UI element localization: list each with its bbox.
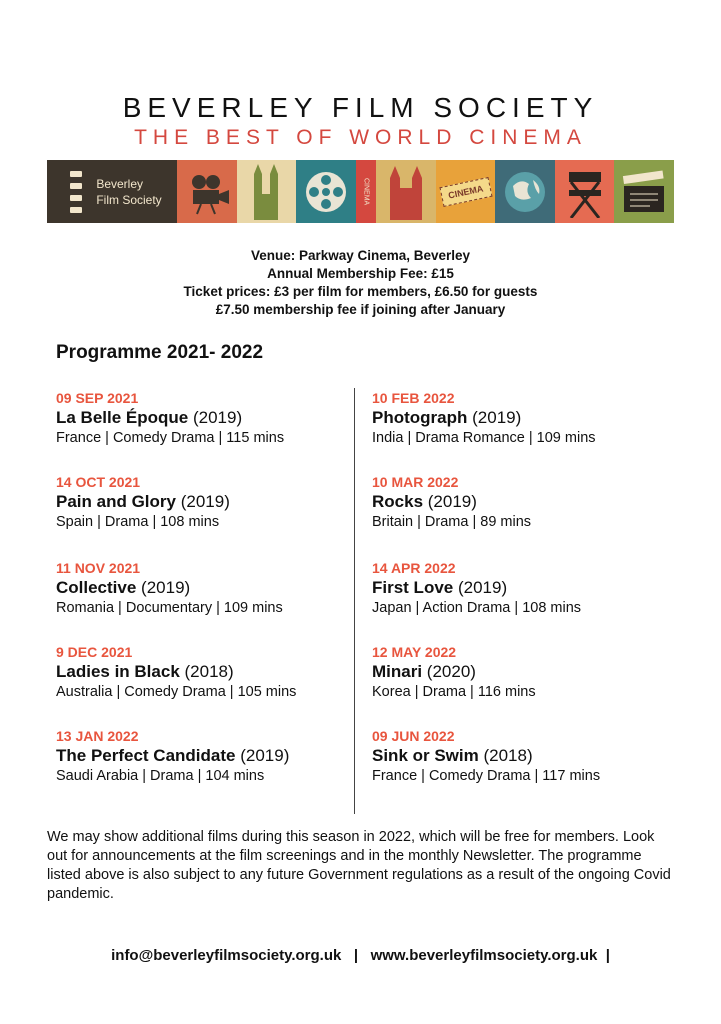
contact-footer <box>0 947 721 964</box>
film-title: Sink or Swim <box>372 746 479 765</box>
screening-date: 10 MAR 2022 <box>372 474 459 490</box>
directors-chair-icon <box>555 160 615 223</box>
film-entry <box>56 728 296 812</box>
screening-date: 09 JUN 2022 <box>372 728 455 744</box>
film-year: (2019) <box>240 746 290 765</box>
film-year: (2020) <box>426 662 476 681</box>
society-logo <box>47 160 177 223</box>
programme-title: Programme 2021- 2022 <box>56 342 264 363</box>
castle-icon <box>376 160 436 223</box>
film-reel-icon <box>296 160 356 223</box>
column-divider <box>354 388 355 814</box>
film-year: (2018) <box>184 662 234 681</box>
film-entry <box>372 728 600 812</box>
film-entry <box>56 474 296 560</box>
globe-icon <box>495 160 555 223</box>
film-title: The Perfect Candidate <box>56 746 236 765</box>
programme-right-column <box>372 390 600 812</box>
venue-info <box>0 247 721 319</box>
film-year: (2019) <box>192 408 243 427</box>
film-title: La Belle Époque <box>56 408 189 427</box>
ticket-icon <box>436 160 496 223</box>
film-strip-icon <box>70 171 82 213</box>
film-details: France | Comedy Drama | 117 mins <box>372 768 601 784</box>
film-year: (2019) <box>141 578 191 597</box>
programme-left-column <box>56 390 296 812</box>
venue-line: Venue: Parkway Cinema, Beverley <box>250 248 471 263</box>
projector-icon <box>177 160 237 223</box>
logo-line-2: Film Society <box>96 192 162 207</box>
website-link[interactable]: www.beverleyfilmsociety.org.uk <box>370 947 598 964</box>
film-title: Minari <box>372 662 423 681</box>
film-year: (2018) <box>483 746 533 765</box>
email-link[interactable]: info@beverleyfilmsociety.org.uk <box>111 947 342 964</box>
film-details: Korea | Drama | 116 mins <box>372 684 536 700</box>
film-entry <box>56 560 296 644</box>
film-entry <box>372 560 600 644</box>
cinema-vertical-label: CINEMA <box>356 160 376 223</box>
film-entry <box>372 390 600 474</box>
film-title: Pain and Glory <box>56 492 176 511</box>
film-details: Australia | Comedy Drama | 105 mins <box>56 684 297 700</box>
church-icon <box>237 160 297 223</box>
ticket-text: CINEMA <box>439 177 492 207</box>
film-entry <box>56 644 296 728</box>
film-details: Spain | Drama | 108 mins <box>56 514 220 530</box>
late-membership-line: £7.50 membership fee if joining after January <box>215 302 506 317</box>
film-year: (2019) <box>457 578 508 597</box>
footer-separator: | <box>353 947 359 964</box>
screening-date: 14 APR 2022 <box>372 560 456 576</box>
film-title: Ladies in Black <box>56 662 180 681</box>
screening-date: 11 NOV 2021 <box>56 560 141 576</box>
film-title: Collective <box>56 578 137 597</box>
society-title: BEVERLEY FILM SOCIETY <box>122 92 599 123</box>
film-year: (2019) <box>472 408 522 427</box>
screening-date: 13 JAN 2022 <box>56 728 139 744</box>
film-title: Photograph <box>372 408 468 427</box>
membership-fee-line: Annual Membership Fee: £15 <box>267 266 454 281</box>
programme-note: We may show additional films during this season in 2022, which will be free for members. Look out for announcements at the film screenings and in the monthly Newsletter. The programme listed above is also subject to any future Government regulations as a result of the ongoing Covid pandemic. <box>47 829 671 902</box>
society-subtitle: THE BEST OF WORLD CINEMA <box>134 126 587 149</box>
film-details: Romania | Documentary | 109 mins <box>56 600 283 616</box>
clapperboard-icon <box>614 160 674 223</box>
footer-trailing-separator: | <box>605 947 610 964</box>
film-entry <box>372 644 600 728</box>
film-year: (2019) <box>427 492 477 511</box>
film-year: (2019) <box>180 492 230 511</box>
film-details: Saudi Arabia | Drama | 104 mins <box>56 768 265 784</box>
screening-date: 12 MAY 2022 <box>372 644 457 660</box>
film-entry <box>56 390 296 474</box>
film-details: India | Drama Romance | 109 mins <box>372 430 596 446</box>
film-details: Britain | Drama | 89 mins <box>372 514 532 530</box>
screening-date: 14 OCT 2021 <box>56 474 141 490</box>
screening-date: 9 DEC 2021 <box>56 644 133 660</box>
screening-date: 09 SEP 2021 <box>56 390 139 406</box>
film-title: Rocks <box>372 492 424 511</box>
film-details: Japan | Action Drama | 108 mins <box>372 600 582 616</box>
film-details: France | Comedy Drama | 115 mins <box>56 430 285 446</box>
decorative-banner <box>47 160 674 223</box>
screening-date: 10 FEB 2022 <box>372 390 455 406</box>
film-title: First Love <box>372 578 454 597</box>
logo-line-1: Beverley <box>96 176 144 191</box>
ticket-prices-line: Ticket prices: £3 per film for members, £6.50 for guests <box>183 284 538 299</box>
film-entry <box>372 474 600 560</box>
